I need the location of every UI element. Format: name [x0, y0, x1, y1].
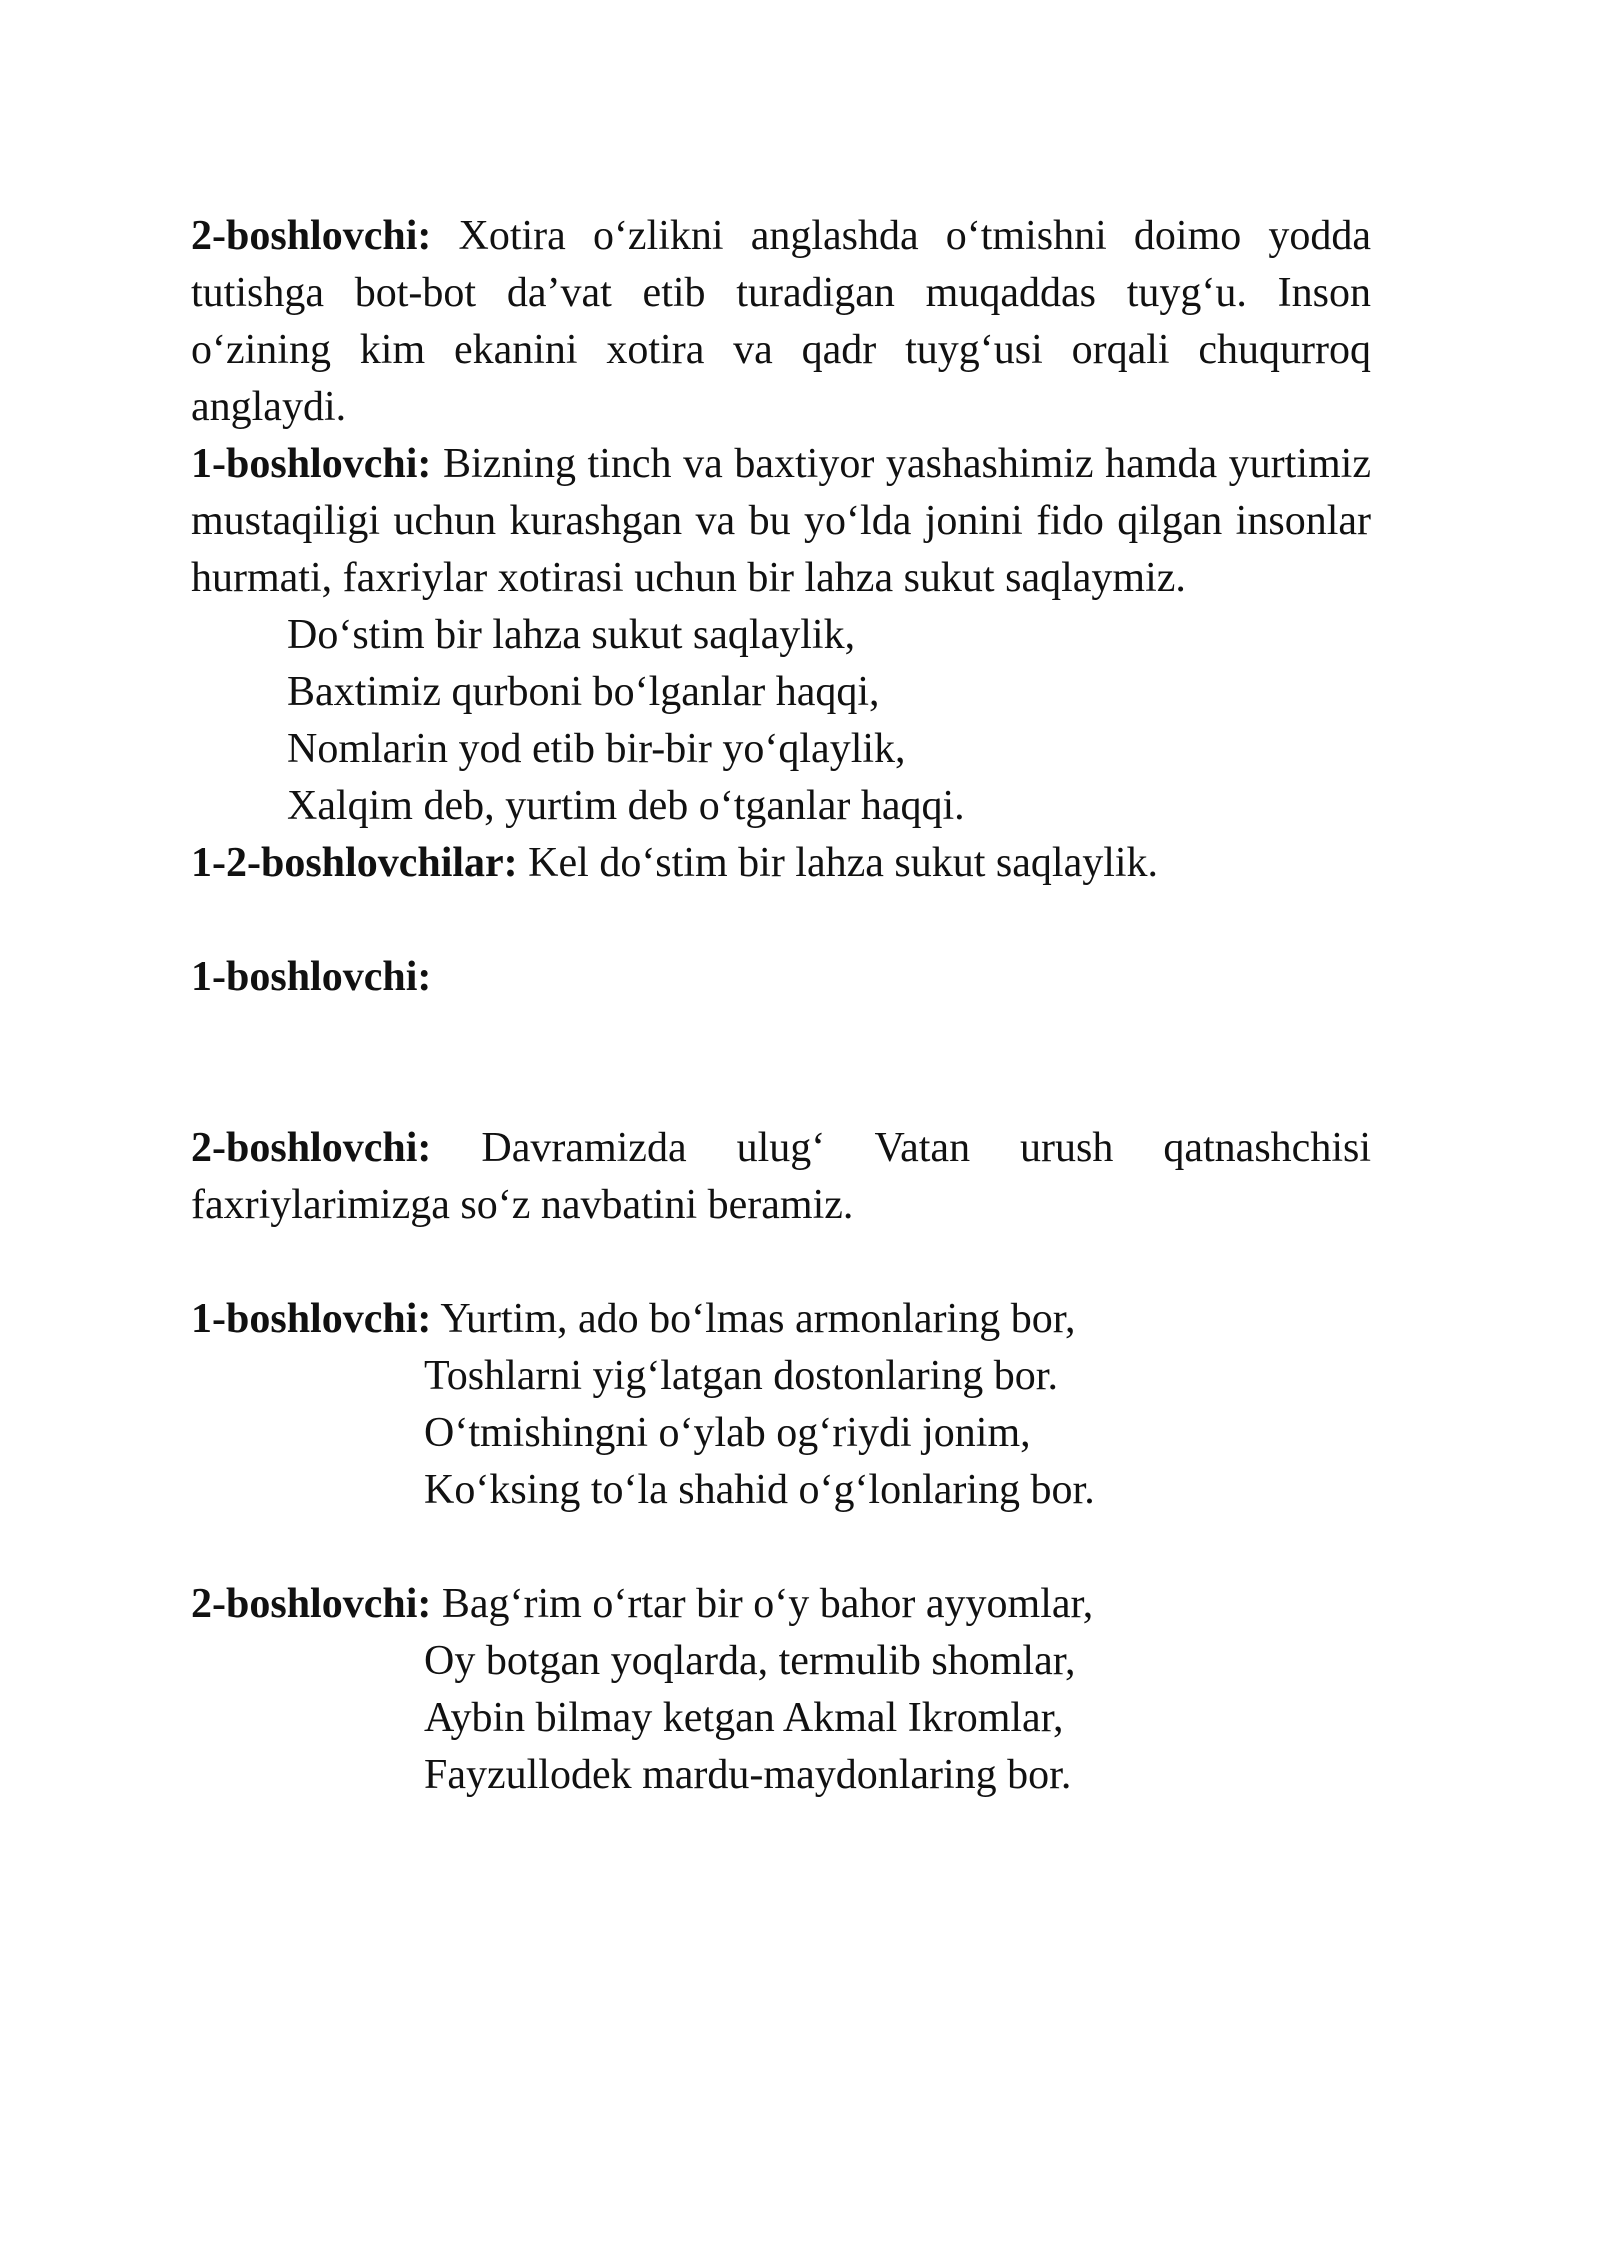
verse-line: Xalqim deb, yurtim deb o‘tganlar haqqi.: [287, 783, 965, 829]
poem-leader-2: [191, 1576, 1371, 1804]
verse-line: Aybin bilmay ketgan Akmal Ikromlar,: [424, 1695, 1064, 1741]
verse-block: [191, 607, 1371, 835]
paragraph-text: Bizning tinch va baxtiyor yashashimiz hamda yurtimiz mustaqiligi uchun kurashgan va bu yo‘lda jonini fido qilgan insonlar hurmati, faxriylar xotirasi uchun bir lahza sukut saqlaymiz.: [191, 441, 1371, 601]
verse-line: Fayzullodek mardu-maydonlaring bor.: [424, 1752, 1072, 1798]
blank-space: [191, 1006, 1371, 1120]
paragraph-leaders-together: [191, 835, 1371, 892]
paragraph-leader-2-veterans: [191, 1120, 1371, 1234]
poem-first-line: [191, 1576, 1371, 1633]
verse-line: Bag‘rim o‘rtar bir o‘y bahor ayyomlar,: [441, 1581, 1094, 1627]
verse-line: Yurtim, ado bo‘lmas armonlaring bor,: [440, 1296, 1076, 1342]
blank-line: [191, 1519, 1371, 1576]
speaker-label: 1-2-boshlovchilar:: [191, 840, 518, 886]
verse-line: Oy botgan yoqlarda, termulib shomlar,: [424, 1638, 1076, 1684]
verse-line: Nomlarin yod etib bir-bir yo‘qlaylik,: [287, 726, 906, 772]
speaker-label: 1-boshlovchi:: [191, 1296, 432, 1342]
paragraph-text: Davramizda ulug‘ Vatan urush qatnashchisi faxriylarimizga so‘z navbatini beramiz.: [191, 1125, 1371, 1228]
speaker-label: 1-boshlovchi:: [191, 441, 432, 487]
verse-line: Do‘stim bir lahza sukut saqlaylik,: [287, 612, 856, 658]
poem-leader-1: [191, 1291, 1371, 1519]
blank-line: [191, 1234, 1371, 1291]
paragraph-leader-1-empty: [191, 949, 1371, 1006]
paragraph-text: Xotira o‘zlikni anglashda o‘tmishni doimo yodda tutishga bot-bot da’vat etib turadigan muqaddas tuyg‘u. Inson o‘zining kim ekanini xotira va qadr tuyg‘usi orqali chuqurroq anglaydi.: [191, 213, 1372, 430]
document-body: [191, 208, 1371, 1804]
paragraph-text: Kel do‘stim bir lahza sukut saqlaylik.: [528, 840, 1159, 886]
speaker-label: 1-boshlovchi:: [191, 954, 432, 1000]
verse-line: Toshlarni yig‘latgan dostonlaring bor.: [424, 1353, 1058, 1399]
verse-line: Ko‘ksing to‘la shahid o‘g‘lonlaring bor.: [424, 1467, 1095, 1513]
verse-line: Baxtimiz qurboni bo‘lganlar haqqi,: [287, 669, 880, 715]
poem-first-line: [191, 1291, 1371, 1348]
paragraph-leader-2-memory: [191, 208, 1371, 436]
verse-line: O‘tmishingni o‘ylab og‘riydi jonim,: [424, 1410, 1031, 1456]
speaker-label: 2-boshlovchi:: [191, 213, 432, 259]
speaker-label: 2-boshlovchi:: [191, 1125, 432, 1171]
blank-line: [191, 892, 1371, 949]
paragraph-leader-1-silence: [191, 436, 1371, 607]
speaker-label: 2-boshlovchi:: [191, 1581, 432, 1627]
